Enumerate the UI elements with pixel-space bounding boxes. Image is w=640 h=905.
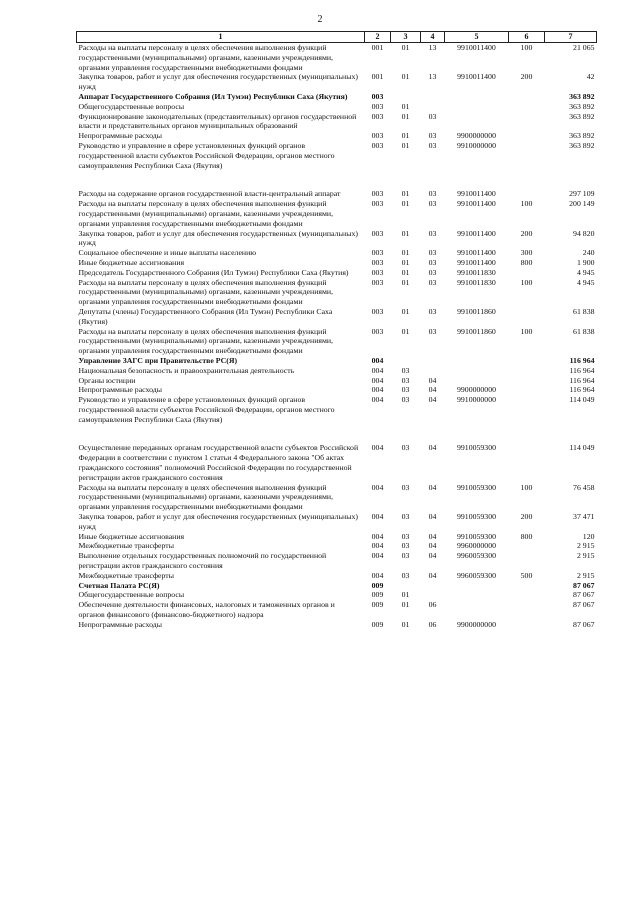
cell-ministry-code: 001 [371,72,384,82]
cell-ministry-code: 004 [371,395,384,405]
cell-subsection-code: 03 [428,306,437,316]
cell-expense-type-code [509,112,545,132]
cell-target-article-code: 9910011830 [457,277,496,287]
table-row [77,229,597,249]
table-row [77,443,597,482]
cell-ministry-code: 009 [371,600,384,610]
cell-amount: 116 964 [569,355,595,365]
cell-target-article-code: 9910011400 [457,72,496,82]
cell-target-article-code: 9900000000 [457,131,496,141]
cell-ministry-code: 004 [371,551,384,561]
cell-ministry-code: 003 [371,267,384,277]
table-row [77,327,597,356]
table-row [77,258,597,268]
cell-subsection-code: 04 [428,482,437,492]
cell-expense-type-code [509,102,545,112]
cell-expense-name: Выполнение отдельных государственных полномочий по государственной регистрации актов гражданского состояния [78,551,327,571]
cell-ministry-code: 009 [371,590,384,600]
table-row [77,43,597,73]
cell-expense-type-code: 800 [520,531,533,541]
cell-amount: 37 471 [573,512,595,522]
cell-section-code: 01 [401,306,410,316]
cell-section-code: 01 [401,619,410,629]
table-body [77,43,597,630]
cell-expense-name: Расходы на выплаты персоналу в целях обеспечения выполнения функций государственными (муниципальными) органами, казенными учреждениями, органами управления государственными внебюджетными фондами [78,43,334,72]
cell-ministry-code: 003 [371,228,384,238]
cell-amount: 114 049 [569,395,595,405]
cell-target-article-code [445,356,509,366]
table-row [77,571,597,581]
cell-expense-name: Закупка товаров, работ и услуг для обеспечения государственных (муниципальных) нужд [78,512,358,531]
cell-subsection-code: 13 [428,43,437,52]
header-col-2: 2 [365,32,391,43]
table-row [77,92,597,102]
header-col-6: 6 [509,32,545,43]
cell-section-code: 03 [401,375,410,385]
cell-target-article-code: 9910011400 [457,199,496,209]
cell-section-code: 01 [401,111,410,121]
cell-target-article-code: 9910000000 [457,140,496,150]
cell-subsection-code: 04 [428,395,437,405]
cell-subsection-code: 03 [428,248,437,258]
cell-amount: 21 065 [573,43,595,52]
table-row [77,189,597,199]
cell-amount: 42 [586,72,595,82]
cell-subsection-code: 04 [428,570,437,580]
table-row [77,199,597,228]
cell-amount: 2 915 [576,541,595,551]
table-row [77,366,597,376]
cell-ministry-code: 004 [371,365,384,375]
cell-expense-name: Председатель Государственного Собрания (Ил Тумэн) Республики Саха (Якутия) [78,267,349,277]
cell-ministry-code: 009 [371,580,384,590]
cell-section-code: 03 [401,512,410,522]
cell-amount: 87 067 [573,600,595,610]
cell-target-article-code: 9910011830 [457,267,496,277]
cell-expense-name: Закупка товаров, работ и услуг для обеспечения государственных (муниципальных) нужд [78,228,358,248]
table-row [77,278,597,307]
cell-target-article-code [445,376,509,386]
cell-ministry-code: 003 [371,111,384,121]
cell-amount: 116 964 [569,375,595,385]
cell-target-article-code [445,92,509,102]
cell-amount: 363 892 [569,111,595,121]
cell-expense-type-code [509,395,545,443]
cell-amount: 363 892 [569,140,595,150]
cell-target-article-code: 9910059300 [457,531,496,541]
cell-expense-name: Закупка товаров, работ и услуг для обеспечения государственных (муниципальных) нужд [78,72,358,92]
cell-amount: 87 067 [573,580,595,590]
cell-subsection-code: 06 [428,600,437,610]
header-col-7: 7 [545,32,597,43]
cell-amount: 1 900 [576,257,595,267]
cell-target-article-code [445,102,509,112]
cell-amount: 87 067 [573,590,595,600]
cell-amount: 114 049 [569,443,595,453]
header-col-4: 4 [421,32,445,43]
cell-section-code: 01 [401,326,410,336]
cell-target-article-code: 9910011400 [457,228,496,238]
cell-amount: 4 945 [576,267,595,277]
cell-section-code: 01 [401,600,410,610]
cell-amount: 4 945 [576,277,595,287]
cell-amount: 94 820 [573,228,595,238]
cell-expense-type-code: 100 [520,482,533,492]
cell-section-code: 01 [401,189,410,199]
cell-ministry-code: 003 [371,248,384,258]
cell-subsection-code: 04 [428,531,437,541]
cell-expense-type-code [509,189,545,199]
cell-amount: 363 892 [569,101,595,111]
cell-amount: 200 149 [569,199,595,209]
cell-target-article-code [445,581,509,591]
cell-expense-name: Национальная безопасность и правоохранительная деятельность [78,365,295,375]
cell-expense-name: Непрограммные расходы [78,619,163,629]
cell-target-article-code [445,590,509,600]
cell-expense-type-code [509,443,545,482]
cell-expense-name: Счетная Палата РС(Я) [78,580,160,590]
cell-ministry-code: 004 [371,443,384,453]
cell-ministry-code: 003 [371,91,384,101]
header-col-3: 3 [391,32,421,43]
cell-section-code: 03 [401,365,410,375]
header-col-5: 5 [445,32,509,43]
cell-expense-type-code [509,551,545,571]
cell-section-code: 03 [401,531,410,541]
cell-expense-name: Иные бюджетные ассигнования [78,257,185,267]
cell-expense-type-code [509,581,545,591]
cell-section-code: 01 [401,131,410,141]
cell-expense-type-code: 100 [520,326,533,336]
cell-expense-type-code [509,385,545,395]
cell-section-code: 03 [401,541,410,551]
cell-ministry-code: 004 [371,541,384,551]
cell-target-article-code: 9910059300 [457,512,496,522]
cell-ministry-code: 003 [371,189,384,199]
cell-expense-name: Обеспечение деятельности финансовых, налоговых и таможенных органов и органов финансового (финансово-бюджетного) надзора [78,600,335,620]
cell-subsection-code: 06 [428,619,437,629]
cell-target-article-code: 9910011400 [457,248,496,258]
cell-target-article-code: 9910011860 [457,306,496,316]
cell-expense-name: Руководство и управление в сфере установленных функций органов государственной власти субъектов Российской Федерации, органов местного самоуправления Республики Саха (Якутия) [78,395,335,424]
table-row [77,512,597,532]
cell-expense-name: Расходы на выплаты персоналу в целях обеспечения выполнения функций государственными (муниципальными) органами, казенными учреждениями, органами управления государственными внебюджетными фондами [78,277,334,307]
table-row [77,600,597,620]
cell-amount: 87 067 [573,619,595,629]
cell-subsection-code [421,102,445,112]
cell-section-code [391,92,421,102]
cell-section-code: 01 [401,277,410,287]
cell-expense-name: Руководство и управление в сфере установленных функций органов государственной власти субъектов Российской Федерации, органов местного самоуправления Республики Саха (Якутия) [78,140,335,170]
cell-amount: 2 915 [576,551,595,561]
cell-ministry-code: 003 [371,326,384,336]
cell-expense-type-code: 200 [520,72,533,82]
table-row [77,483,597,512]
cell-expense-name: Непрограммные расходы [78,131,163,141]
cell-amount: 240 [582,248,595,258]
cell-section-code: 01 [401,248,410,258]
table-row [77,590,597,600]
table-row [77,131,597,141]
cell-subsection-code [421,590,445,600]
cell-expense-type-code: 100 [520,43,533,52]
cell-section-code: 01 [401,101,410,111]
table-row [77,248,597,258]
cell-expense-name: Расходы на выплаты персоналу в целях обеспечения выполнения функций государственными (муниципальными) органами, казенными учреждениями, органами управления государственными внебюджетными фондами [78,482,334,512]
cell-subsection-code: 03 [428,140,437,150]
table-row [77,72,597,92]
cell-expense-type-code [509,268,545,278]
cell-target-article-code: 9960000000 [457,541,496,551]
cell-expense-type-code: 800 [520,257,533,267]
table-row [77,541,597,551]
cell-section-code: 01 [401,199,410,209]
cell-ministry-code: 003 [371,131,384,141]
cell-target-article-code: 9960059300 [457,570,496,580]
cell-subsection-code: 03 [428,131,437,141]
cell-target-article-code: 9960059300 [457,551,496,561]
cell-subsection-code [421,366,445,376]
cell-subsection-code: 04 [428,541,437,551]
cell-subsection-code: 04 [428,385,437,395]
cell-expense-type-code [509,356,545,366]
cell-target-article-code: 9910011400 [457,257,496,267]
table-row [77,385,597,395]
cell-expense-type-code [509,376,545,386]
budget-table [76,31,597,630]
cell-ministry-code: 003 [371,306,384,316]
cell-section-code [391,356,421,366]
cell-ministry-code: 001 [371,43,384,52]
cell-target-article-code: 9910011400 [457,43,496,52]
cell-expense-name: Расходы на выплаты персоналу в целях обеспечения выполнения функций государственными (муниципальными) органами, казенными учреждениями, органами управления государственными внебюджетными фондами [78,326,334,356]
cell-target-article-code: 9910059300 [457,443,496,453]
cell-expense-type-code [509,92,545,102]
cell-amount: 116 964 [569,365,595,375]
cell-amount: 2 915 [576,570,595,580]
cell-ministry-code: 004 [371,531,384,541]
cell-subsection-code: 04 [428,551,437,561]
cell-amount: 363 892 [569,91,595,101]
cell-expense-name: Аппарат Государственного Собрания (Ил Тумэн) Республики Саха (Якутия) [78,91,348,101]
table-row [77,551,597,571]
cell-expense-name: Управление ЗАГС при Правительстве РС(Я) [78,355,238,365]
cell-target-article-code [445,366,509,376]
table-row [77,307,597,327]
cell-expense-type-code: 300 [520,248,533,258]
cell-amount: 61 838 [573,326,595,336]
cell-expense-type-code [509,600,545,620]
table-row [77,532,597,542]
cell-section-code: 03 [401,551,410,561]
cell-section-code: 01 [401,228,410,238]
cell-expense-name: Общегосударственные вопросы [78,101,185,111]
cell-target-article-code: 9900000000 [457,619,496,629]
cell-amount: 297 109 [569,189,595,199]
cell-expense-name: Функционирование законодательных (представительных) органов государственной власти и представительных органов муниципальных образований [78,111,357,131]
page-number: 2 [317,14,323,25]
cell-expense-type-code [509,141,545,189]
cell-subsection-code: 03 [428,267,437,277]
cell-subsection-code: 03 [428,277,437,287]
cell-expense-name: Общегосударственные вопросы [78,590,185,600]
cell-amount: 76 458 [573,482,595,492]
table-row [77,376,597,386]
cell-expense-type-code: 200 [520,512,533,522]
cell-ministry-code: 004 [371,570,384,580]
cell-target-article-code: 9910000000 [457,395,496,405]
cell-expense-type-code [509,590,545,600]
table-row [77,141,597,189]
cell-amount: 120 [582,531,595,541]
table-row [77,268,597,278]
table-row [77,620,597,630]
cell-expense-name: Расходы на выплаты персоналу в целях обеспечения выполнения функций государственными (муниципальными) органами, казенными учреждениями, органами управления государственными внебюджетными фондами [78,199,334,228]
cell-ministry-code: 004 [371,385,384,395]
cell-expense-type-code: 100 [520,277,533,287]
cell-target-article-code: 9900000000 [457,385,496,395]
cell-ministry-code: 004 [371,512,384,522]
cell-subsection-code [421,92,445,102]
cell-ministry-code: 004 [371,482,384,492]
cell-ministry-code: 004 [371,375,384,385]
cell-subsection-code: 03 [428,228,437,238]
table-row [77,581,597,591]
cell-subsection-code: 04 [428,375,437,385]
cell-amount: 363 892 [569,131,595,141]
table-row [77,102,597,112]
cell-subsection-code: 03 [428,326,437,336]
cell-expense-name: Органы юстиции [78,375,136,385]
cell-section-code: 01 [401,257,410,267]
cell-subsection-code: 03 [428,257,437,267]
cell-section-code: 03 [401,482,410,492]
cell-ministry-code: 003 [371,257,384,267]
cell-subsection-code: 04 [428,443,437,453]
table-row [77,395,597,443]
cell-subsection-code: 03 [428,189,437,199]
cell-section-code: 01 [401,72,410,82]
cell-expense-name: Депутаты (члены) Государственного Собрания (Ил Тумэн) Республики Саха (Якутия) [78,306,333,326]
cell-expense-type-code: 500 [520,570,533,580]
cell-expense-type-code [509,307,545,327]
cell-expense-name: Непрограммные расходы [78,385,163,395]
cell-section-code: 03 [401,385,410,395]
cell-target-article-code: 9910011400 [457,189,496,199]
table-row [77,356,597,366]
cell-expense-type-code: 100 [520,199,533,209]
cell-expense-name: Межбюджетные трансферты [78,541,174,551]
cell-subsection-code: 03 [428,199,437,209]
cell-section-code: 03 [401,443,410,453]
cell-subsection-code: 13 [428,72,437,82]
cell-ministry-code: 009 [371,619,384,629]
cell-expense-name: Расходы на содержание органов государственной власти-центральный аппарат [78,189,341,199]
table-header [77,32,597,43]
header-col-1: 1 [77,32,365,43]
cell-expense-name: Социальное обеспечение и иные выплаты населению [78,248,257,258]
cell-ministry-code: 003 [371,199,384,209]
cell-section-code: 03 [401,570,410,580]
cell-section-code: 03 [401,395,410,405]
cell-target-article-code: 9910011860 [457,326,496,336]
cell-subsection-code: 04 [428,512,437,522]
cell-expense-name: Межбюджетные трансферты [78,570,174,580]
cell-section-code: 01 [401,267,410,277]
cell-expense-type-code: 200 [520,228,533,238]
cell-target-article-code [445,600,509,620]
cell-expense-name: Осуществление переданных органам государственной власти субъектов Российской Федерации в соответствии с пунктом 1 статьи 4 Федерального закона "Об актах гражданского состояния" полномочий Российской Федерации по государственной регистрации актов гражданского состояния [78,443,359,482]
cell-subsection-code: 03 [428,111,437,121]
cell-target-article-code [445,112,509,132]
cell-expense-type-code [509,541,545,551]
cell-subsection-code [421,356,445,366]
cell-section-code: 01 [401,590,410,600]
cell-expense-type-code [509,366,545,376]
cell-expense-type-code [509,620,545,630]
cell-section-code: 01 [401,43,410,52]
cell-ministry-code: 003 [371,140,384,150]
cell-ministry-code: 003 [371,277,384,287]
cell-expense-type-code [509,131,545,141]
cell-section-code [391,581,421,591]
cell-amount: 61 838 [573,306,595,316]
cell-target-article-code: 9910059300 [457,482,496,492]
cell-ministry-code: 003 [371,101,384,111]
cell-ministry-code: 004 [371,355,384,365]
table-row [77,112,597,132]
cell-amount: 116 964 [569,385,595,395]
cell-expense-name: Иные бюджетные ассигнования [78,531,185,541]
cell-section-code: 01 [401,140,410,150]
cell-subsection-code [421,581,445,591]
